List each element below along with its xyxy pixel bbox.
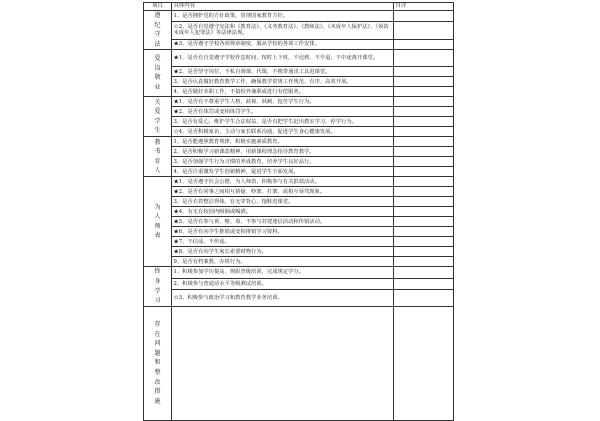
table-row [144,217,454,227]
table-row [144,117,454,127]
self-evaluation-cell[interactable] [394,50,454,67]
self-evaluation-cell[interactable] [394,197,454,207]
table-row [144,107,454,117]
category-lifelong-learning [144,267,172,306]
criteria-item: ★1、是否遵守社会公德，为人师表，积极参与有关捐款活动。 [172,177,394,187]
table-row [144,77,454,87]
self-evaluation-cell[interactable] [394,107,454,117]
criteria-item: 4、是否做好本职工作，不搞校外兼职或进行有偿服务。 [172,87,394,97]
criteria-item: ★2、是否有同事之间相互猜疑、吵架、打架、或相互辱骂现象。 [172,187,394,197]
criteria-item: 3、是否衣着整洁得体，有无穿背心、拖鞋进课堂。 [172,197,394,207]
table-row [144,167,454,177]
self-evaluation-cell[interactable] [394,217,454,227]
criteria-item: 3、是否认真做好教育教学工作，确保教学常规工作规范、有序、高效开展。 [172,77,394,87]
table-row [144,257,454,267]
category-label: 终身学习 [154,268,161,305]
self-evaluation-cell[interactable] [394,289,454,306]
table-row [144,187,454,197]
self-evaluation-cell[interactable] [394,167,454,177]
self-evaluation-cell[interactable] [394,147,454,157]
criteria-item: ★4、有无在校园内吸烟或喝酒。 [172,207,394,217]
self-evaluation-cell[interactable] [394,207,454,217]
category-label: 遵纪守法 [154,12,161,48]
table-row [144,147,454,157]
criteria-item: ★2、是否有体罚或变相体罚学生。 [172,107,394,117]
table-row [144,306,454,420]
criteria-item: ★3、是否遵守学校各项规章制度，服从学校的各项工作安排。 [172,39,394,50]
criteria-item: ★1、是否有自觉遵守学校作息时间，按时上下班，不迟到、不早退，不中途离开课堂。 [172,50,394,67]
category-care-students [144,97,172,137]
category-dedication [144,50,172,97]
evaluation-sheet [143,2,453,405]
table-row [144,207,454,217]
table-row [144,289,454,306]
self-evaluation-cell[interactable] [394,257,454,267]
self-evaluation-cell[interactable] [394,306,454,420]
self-evaluation-cell[interactable] [394,237,454,247]
self-evaluation-cell[interactable] [394,177,454,187]
self-evaluation-cell[interactable] [394,39,454,50]
self-evaluation-cell[interactable] [394,87,454,97]
self-evaluation-cell[interactable] [394,137,454,147]
table-row [144,267,454,278]
evaluation-table [143,2,454,421]
self-evaluation-cell[interactable] [394,157,454,167]
table-row [144,157,454,167]
criteria-item: ☆2、是否自觉遵守宪法和《教育法》、《义务教育法》、《教师法》、《未成年人保护法》、《预防未成年人犯罪法》等法律法规。 [172,21,394,39]
table-row [144,21,454,39]
criteria-item: ★6、是否有向学生推销或变相推销学习资料。 [172,227,394,237]
self-evaluation-cell[interactable] [394,227,454,237]
self-evaluation-cell[interactable] [394,278,454,289]
table-row [144,39,454,50]
table-row [144,87,454,97]
table-row [144,278,454,289]
self-evaluation-cell[interactable] [394,97,454,107]
category-teaching [144,137,172,177]
category-discipline [144,11,172,50]
category-label: 存在问题和整改措施 [154,321,161,405]
category-label: 教书育人 [154,138,161,175]
table-row [144,67,454,77]
criteria-item: 3、是否加强学生行为习惯的养成教育，培养学生良好品行。 [172,157,394,167]
table-row [144,137,454,147]
table-row [144,50,454,67]
criteria-item: ★8、是否有向学生家长索要财物行为。 [172,247,394,257]
criteria-item: ★7、不信谣、不传谣。 [172,237,394,247]
table-row [144,197,454,207]
table-body [144,11,454,421]
criteria-item: 4、是否注重激发学生创新精神，促进学生全面发展。 [172,167,394,177]
header-category: 项目 [144,3,172,11]
criteria-item: ☆3、积极参与政治学习和教育教学业务培训。 [172,289,394,306]
criteria-item: ★2、是否坚守岗位，不私自调课、代课，不携带通讯工具进课堂。 [172,67,394,77]
self-evaluation-cell[interactable] [394,187,454,197]
self-evaluation-cell[interactable] [394,117,454,127]
criteria-item: 1、是否拥护党的方针政策，贯彻国家教育方针。 [172,11,394,22]
table-row [144,177,454,187]
criteria-item: ★5、是否有参与黄、赌、毒，不参与封建迷信活动和传销活动。 [172,217,394,227]
category-role-model [144,177,172,267]
criteria-item: 1、是否能遵照教育规律，积极实施素质教育。 [172,137,394,147]
header-row [144,3,454,11]
criteria-item [172,306,394,420]
criteria-item: ★1、是否有不尊重学生人格，歧视、讽刺、挖苦学生行为。 [172,97,394,107]
category-issues-rectification [144,306,172,420]
table-row [144,11,454,22]
self-evaluation-cell[interactable] [394,67,454,77]
self-evaluation-cell[interactable] [394,11,454,22]
criteria-item: 2、是否积极学习新课改精神，用新课程理念指导教育教学。 [172,147,394,157]
table-row [144,127,454,137]
category-label: 为人师表 [154,203,161,240]
table-row [144,97,454,107]
criteria-item: 9、是否有档案教，办班行为。 [172,257,394,267]
self-evaluation-cell[interactable] [394,267,454,278]
category-label: 爱岗敬业 [154,55,161,91]
criteria-item: 3、是否有爱心，维护学生合法权益，是否有把学生赶出教室学习、停学行为。 [172,117,394,127]
self-evaluation-cell[interactable] [394,77,454,87]
table-row [144,227,454,237]
header-self-evaluation: 自评 [394,3,454,11]
self-evaluation-cell[interactable] [394,21,454,39]
self-evaluation-cell[interactable] [394,127,454,137]
table-row [144,237,454,247]
criteria-item: 1、积极参加学历提高、规职普级培训，完成规定学分。 [172,267,394,278]
header-content: 具体内容 [172,3,394,11]
criteria-item: ☆4、是否积极家访，主动与家长联系沟通，促进学生身心健康发展。 [172,127,394,137]
table-row [144,247,454,257]
self-evaluation-cell[interactable] [394,247,454,257]
category-label: 关爱学生 [154,98,161,135]
criteria-item: 2、积极参与普通话水平等级测试培训。 [172,278,394,289]
